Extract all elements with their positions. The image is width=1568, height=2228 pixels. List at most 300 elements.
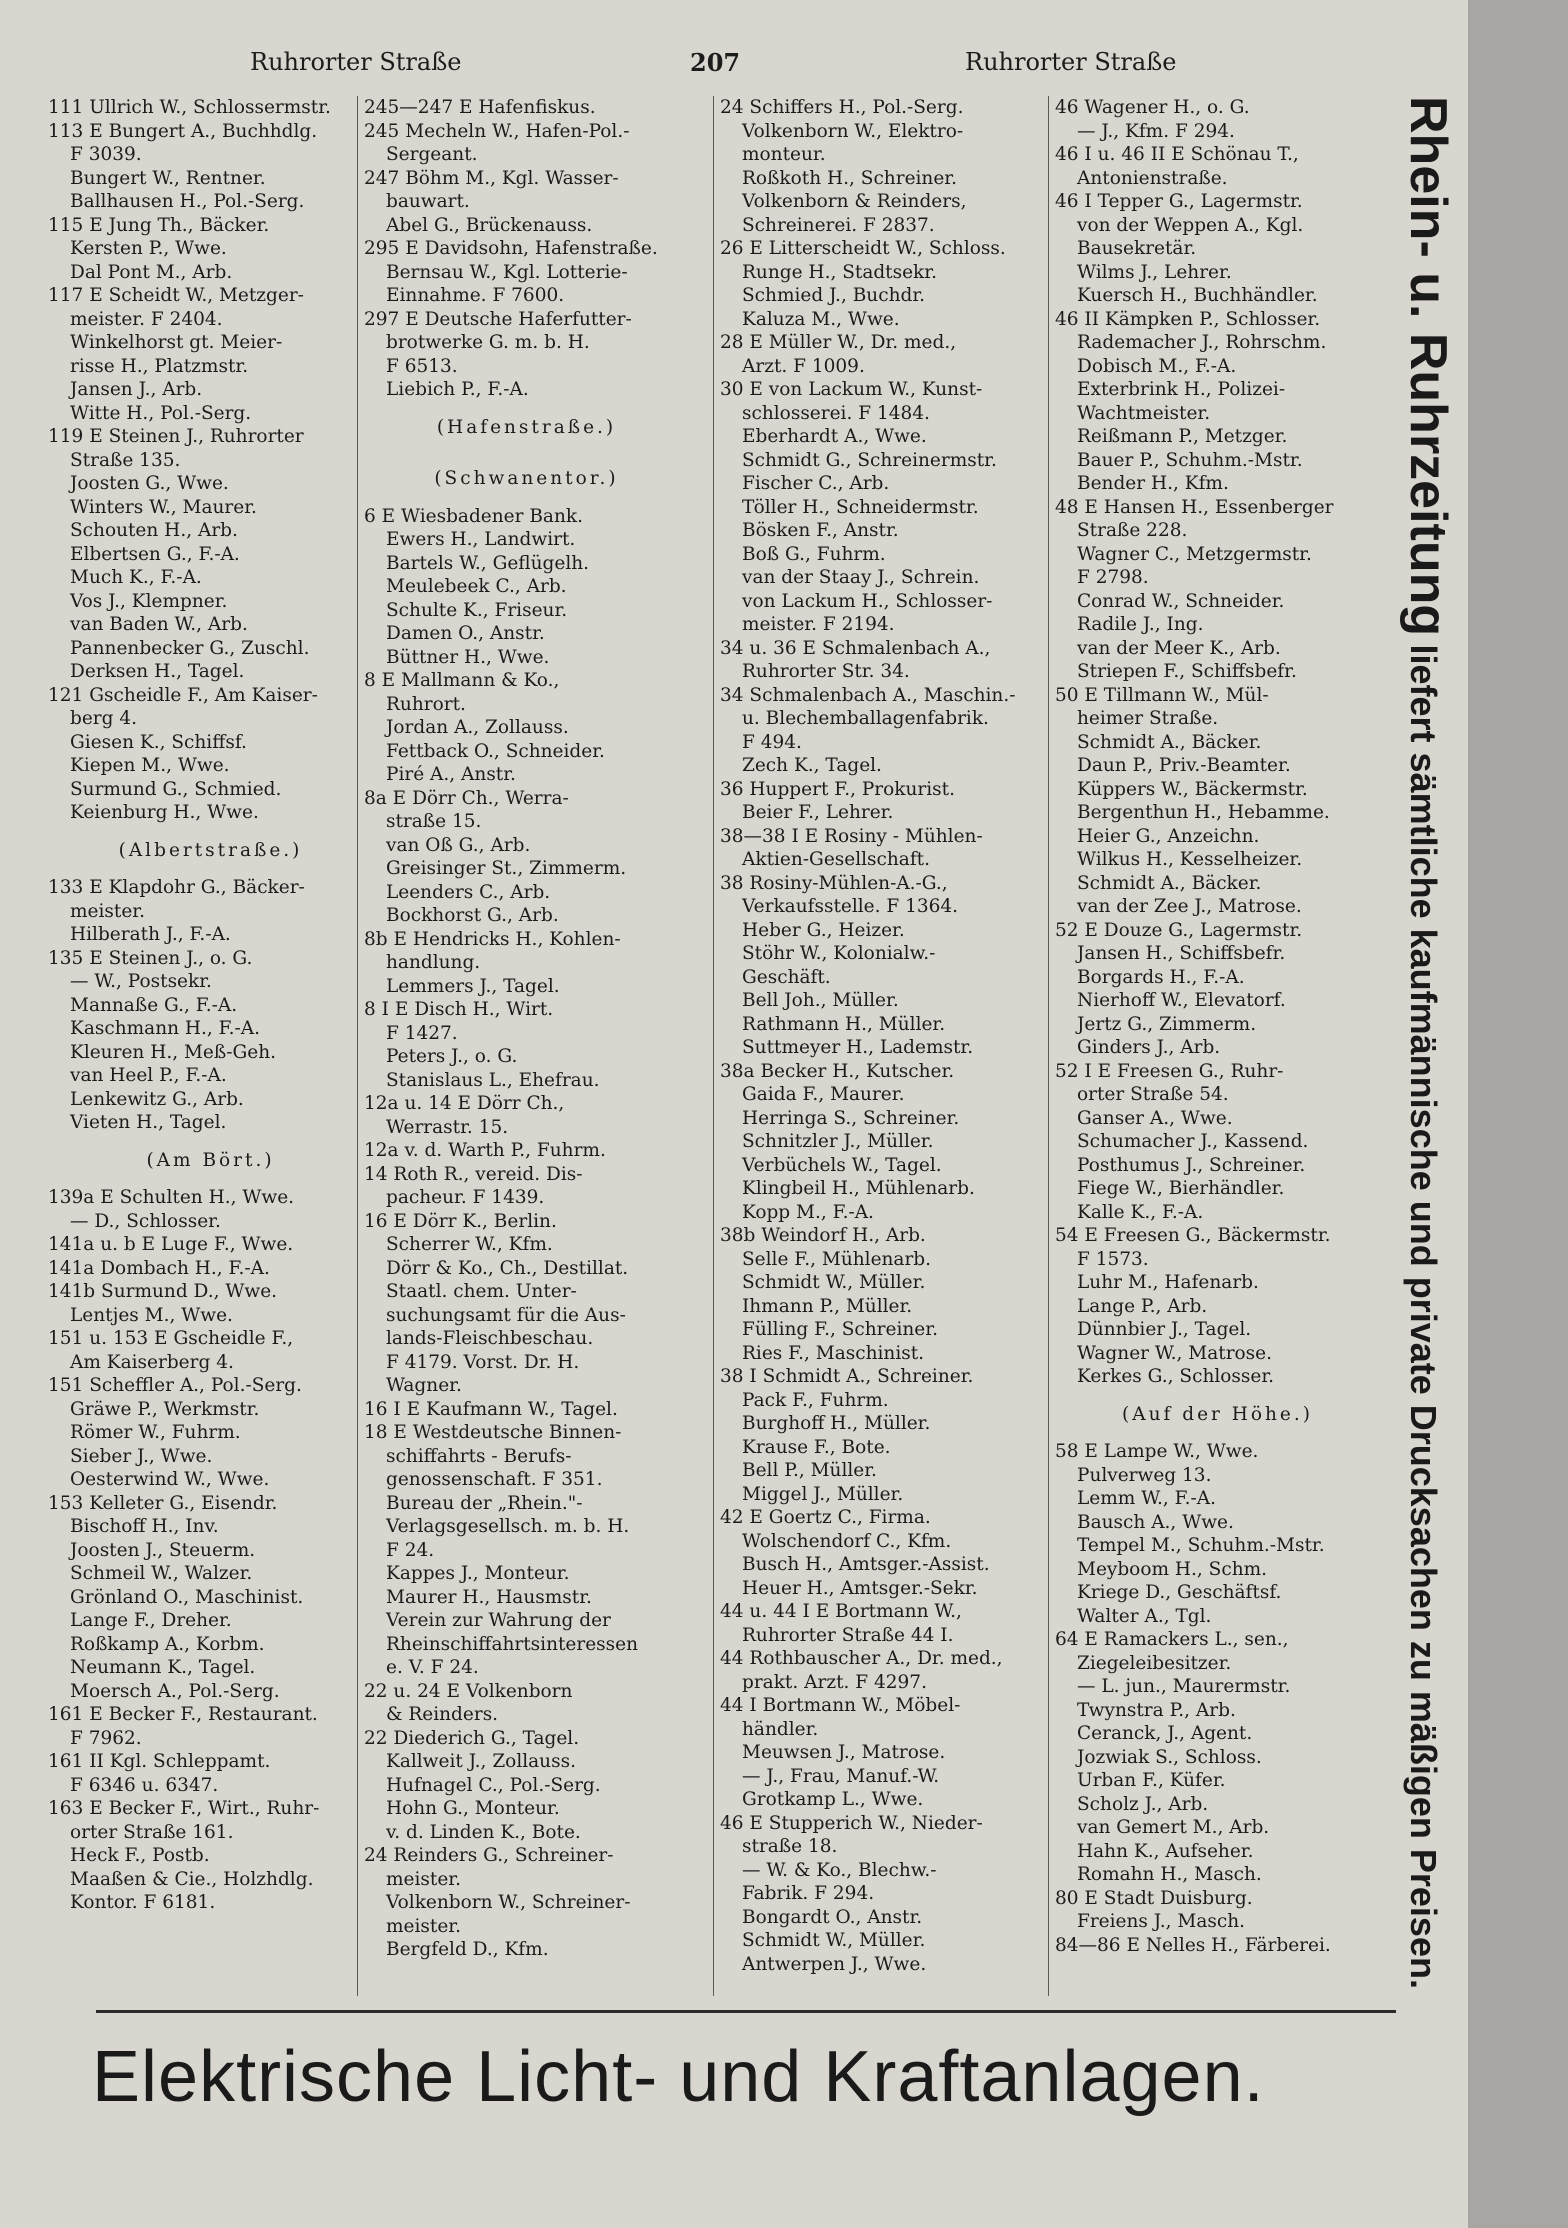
directory-entry: Winters W., Maurer. bbox=[70, 496, 257, 518]
directory-entry: Pack F., Fuhrm. bbox=[742, 1389, 889, 1411]
directory-entry: Rathmann H., Müller. bbox=[742, 1013, 946, 1035]
directory-entry: meister. F 2404. bbox=[70, 308, 223, 330]
directory-entry: Meuwsen J., Matrose. bbox=[742, 1742, 946, 1763]
directory-entry: Herringa S., Schreiner. bbox=[742, 1107, 960, 1129]
directory-entry: Lemm W., F.-A. bbox=[1077, 1488, 1216, 1509]
directory-entry: 46 I u. 46 II E Schönau T., bbox=[1055, 144, 1299, 165]
directory-entry: 44 Rothbauscher A., Dr. med., bbox=[720, 1648, 1003, 1669]
directory-entry: Ruhrort. bbox=[386, 693, 466, 715]
directory-entry: Derksen H., Tagel. bbox=[70, 661, 245, 682]
street-heading: (Schwanentor.) bbox=[434, 468, 619, 489]
directory-entry: Ginders J., Arb. bbox=[1077, 1037, 1221, 1058]
directory-entry: Radile J., Ing. bbox=[1077, 614, 1204, 635]
directory-entry: 44 u. 44 I E Bortmann W., bbox=[720, 1601, 962, 1622]
directory-entry: Ruhrorter Straße 44 I. bbox=[742, 1624, 954, 1646]
directory-entry: Bureau der „Rhein."- bbox=[386, 1492, 583, 1514]
directory-entry: prakt. Arzt. F 4297. bbox=[742, 1671, 927, 1693]
directory-entry: F 7962. bbox=[70, 1727, 142, 1749]
directory-entry: Bongardt O., Anstr. bbox=[742, 1906, 923, 1928]
directory-entry: 18 E Westdeutsche Binnen- bbox=[364, 1422, 622, 1443]
directory-entry: Fabrik. F 294. bbox=[742, 1883, 875, 1904]
directory-entry: Luhr M., Hafenarb. bbox=[1077, 1272, 1259, 1293]
directory-entry: u. Blechemballagenfabrik. bbox=[742, 708, 989, 729]
directory-entry: 46 I Tepper G., Lagermstr. bbox=[1055, 191, 1303, 212]
directory-entry: suchungsamt für die Aus- bbox=[386, 1304, 626, 1326]
directory-entry: Schmidt A., Bäcker. bbox=[1077, 872, 1262, 894]
directory-entry: Hufnagel C., Pol.-Serg. bbox=[386, 1774, 601, 1796]
directory-entry: Abel G., Brückenauss. bbox=[386, 214, 593, 236]
directory-entry: risse H., Platzmstr. bbox=[70, 355, 249, 377]
directory-entry: schiffahrts - Berufs- bbox=[386, 1445, 572, 1467]
directory-entry: 46 E Stupperich W., Nieder- bbox=[720, 1812, 983, 1834]
directory-entry: 46 Wagener H., o. G. bbox=[1055, 97, 1250, 118]
directory-entry: Ewers H., Landwirt. bbox=[386, 529, 576, 550]
directory-entry: Sergeant. bbox=[386, 144, 478, 165]
directory-entry: Kaschmann H., F.-A. bbox=[70, 1018, 261, 1039]
directory-column-2 bbox=[364, 96, 689, 1962]
directory-entry: orter Straße 161. bbox=[70, 1821, 234, 1843]
directory-entry: 16 E Dörr K., Berlin. bbox=[364, 1210, 557, 1232]
directory-entry: Reißmann P., Metzger. bbox=[1077, 426, 1288, 447]
bottom-advertisement: Elektrische Licht- und Kraftanlagen. bbox=[92, 2037, 1265, 2117]
directory-entry: Jordan A., Zollauss. bbox=[386, 717, 569, 738]
directory-entry: 161 E Becker F., Restaurant. bbox=[48, 1704, 318, 1725]
directory-entry: F 494. bbox=[742, 731, 802, 753]
directory-entry: 6 E Wiesbadener Bank. bbox=[364, 505, 583, 527]
directory-entry: 8b E Hendricks H., Kohlen- bbox=[364, 928, 621, 950]
directory-entry: Verkaufsstelle. F 1364. bbox=[742, 896, 959, 917]
directory-entry: Jozwiak S., Schloss. bbox=[1077, 1746, 1262, 1768]
directory-entry: Ballhausen H., Pol.-Serg. bbox=[70, 191, 305, 212]
directory-entry: & Reinders. bbox=[386, 1704, 499, 1725]
directory-entry: Schmidt W., Müller. bbox=[742, 1272, 926, 1293]
directory-entry: orter Straße 54. bbox=[1077, 1084, 1229, 1105]
directory-entry: Maurer H., Hausmstr. bbox=[386, 1586, 592, 1608]
directory-entry: F 1573. bbox=[1077, 1248, 1149, 1270]
directory-entry: van Baden W., Arb. bbox=[70, 614, 248, 635]
directory-entry: 14 Roth R., vereid. Dis- bbox=[364, 1163, 583, 1185]
directory-entry: Romahn H., Masch. bbox=[1077, 1864, 1262, 1885]
directory-entry: van der Zee J., Matrose. bbox=[1077, 896, 1302, 917]
directory-entry: 16 I E Kaufmann W., Tagel. bbox=[364, 1398, 618, 1420]
directory-entry: monteur. bbox=[742, 144, 826, 165]
directory-entry: F 6346 u. 6347. bbox=[70, 1774, 219, 1796]
street-heading: (Am Bört.) bbox=[146, 1149, 275, 1171]
directory-entry: Vos J., Klempner. bbox=[70, 590, 228, 612]
directory-entry: 54 E Freesen G., Bäckermstr. bbox=[1055, 1225, 1331, 1246]
directory-entry: F 24. bbox=[386, 1539, 435, 1561]
directory-entry: Suttmeyer H., Lademstr. bbox=[742, 1037, 974, 1058]
directory-entry: 245—247 E Hafenfiskus. bbox=[364, 97, 596, 118]
directory-entry: 141a u. b E Luge F., Wwe. bbox=[48, 1234, 294, 1255]
directory-entry: Antwerpen J., Wwe. bbox=[742, 1953, 927, 1975]
directory-entry: 135 E Steinen J., o. G. bbox=[48, 947, 253, 969]
directory-entry: Lemmers J., Tagel. bbox=[386, 975, 560, 997]
directory-entry: Striepen F., Schiffsbefr. bbox=[1077, 661, 1297, 682]
directory-entry: Leenders C., Arb. bbox=[386, 881, 551, 903]
directory-entry: Kerkes G., Schlosser. bbox=[1077, 1366, 1275, 1387]
directory-entry: Arzt. F 1009. bbox=[742, 355, 865, 377]
directory-entry: Fettback O., Schneider. bbox=[386, 740, 605, 762]
directory-entry: Töller H., Schneidermstr. bbox=[742, 496, 979, 518]
directory-entry: Kallweit J., Zollauss. bbox=[386, 1751, 576, 1772]
directory-entry: Miggel J., Müller. bbox=[742, 1483, 904, 1505]
directory-entry: 28 E Müller W., Dr. med., bbox=[720, 332, 957, 353]
directory-entry: 163 E Becker F., Wirt., Ruhr- bbox=[48, 1798, 320, 1819]
directory-entry: Damen O., Anstr. bbox=[386, 623, 545, 644]
directory-entry: Vieten H., Tagel. bbox=[70, 1112, 227, 1133]
directory-entry: Aktien-Gesellschaft. bbox=[742, 849, 930, 870]
directory-entry: Kalle K., F.-A. bbox=[1077, 1201, 1204, 1223]
directory-entry: 38a Becker H., Kutscher. bbox=[720, 1060, 955, 1082]
directory-entry: schlosserei. F 1484. bbox=[742, 402, 930, 424]
directory-entry: 50 E Tillmann W., Mül- bbox=[1055, 684, 1269, 706]
directory-entry: Busch H., Amtsger.-Assist. bbox=[742, 1554, 990, 1575]
directory-entry: Surmund G., Schmied. bbox=[70, 778, 282, 800]
directory-entry: 48 E Hansen H., Essenberger bbox=[1055, 496, 1334, 518]
directory-entry: Rheinschiffahrtsinteressen bbox=[386, 1633, 639, 1655]
bottom-rule bbox=[96, 2010, 1396, 2013]
directory-entry: 153 Kelleter G., Eisendr. bbox=[48, 1492, 278, 1514]
directory-entry: Grönland O., Maschinist. bbox=[70, 1586, 304, 1608]
directory-entry: Klingbeil H., Mühlenarb. bbox=[742, 1178, 975, 1199]
directory-entry: straße 18. bbox=[742, 1836, 838, 1857]
directory-entry: Volkenborn W., Elektro- bbox=[742, 120, 964, 142]
directory-entry: Kopp M., F.-A. bbox=[742, 1201, 874, 1223]
directory-entry: van Gemert M., Arb. bbox=[1077, 1817, 1270, 1838]
directory-entry: 36 Huppert F., Prokurist. bbox=[720, 778, 955, 800]
directory-entry: Roßkamp A., Korbm. bbox=[70, 1633, 265, 1655]
directory-entry: 26 E Litterscheidt W., Schloss. bbox=[720, 238, 1006, 259]
directory-entry: Schnitzler J., Müller. bbox=[742, 1131, 934, 1152]
directory-entry: bauwart. bbox=[386, 191, 470, 212]
directory-entry: Verbüchels W., Tagel. bbox=[742, 1154, 942, 1176]
directory-entry: 38 Rosiny-Mühlen-A.-G., bbox=[720, 872, 948, 894]
directory-entry: Bischoff H., Inv. bbox=[70, 1516, 219, 1537]
directory-entry: 38b Weindorf H., Arb. bbox=[720, 1225, 926, 1246]
directory-entry: 42 E Goertz C., Firma. bbox=[720, 1507, 931, 1528]
directory-entry: Runge H., Stadtsekr. bbox=[742, 261, 937, 283]
directory-entry: Jansen H., Schiffsbefr. bbox=[1077, 943, 1286, 964]
directory-entry: Lentjes M., Wwe. bbox=[70, 1304, 233, 1326]
directory-entry: Hohn G., Monteur. bbox=[386, 1798, 560, 1819]
directory-entry: meister. F 2194. bbox=[742, 614, 895, 635]
directory-entry: genossenschaft. F 351. bbox=[386, 1469, 603, 1490]
directory-entry: von der Weppen A., Kgl. bbox=[1077, 214, 1304, 236]
directory-entry: Ruhrorter Str. 34. bbox=[742, 661, 910, 682]
directory-entry: Fischer C., Arb. bbox=[742, 473, 890, 494]
directory-entry: Lange F., Dreher. bbox=[70, 1610, 232, 1631]
directory-entry: meister. bbox=[386, 1868, 461, 1890]
directory-entry: Bockhorst G., Arb. bbox=[386, 905, 559, 926]
directory-entry: Daun P., Priv.-Beamter. bbox=[1077, 755, 1291, 776]
directory-entry: Boß G., Fuhrm. bbox=[742, 543, 886, 565]
directory-entry: — L. jun., Maurermstr. bbox=[1077, 1676, 1291, 1697]
directory-entry: 297 E Deutsche Haferfutter- bbox=[364, 308, 632, 330]
directory-entry: händler. bbox=[742, 1718, 819, 1740]
directory-entry: e. V. F 24. bbox=[386, 1657, 479, 1678]
directory-entry: Eberhardt A., Wwe. bbox=[742, 426, 927, 447]
directory-entry: Lenkewitz G., Arb. bbox=[70, 1088, 244, 1110]
directory-entry: Greisinger St., Zimmerm. bbox=[386, 858, 627, 879]
directory-entry: Schmidt A., Bäcker. bbox=[1077, 731, 1262, 753]
directory-entry: Mannaße G., F.-A. bbox=[70, 994, 238, 1016]
directory-entry: Kleuren H., Meß-Geh. bbox=[70, 1041, 276, 1063]
directory-entry: 151 Scheffler A., Pol.-Serg. bbox=[48, 1375, 302, 1396]
directory-entry: Bell Joh., Müller. bbox=[742, 990, 899, 1011]
page-header bbox=[90, 48, 1390, 88]
directory-entry: 8 I E Disch H., Wirt. bbox=[364, 999, 554, 1020]
directory-entry: Winkelhorst gt. Meier- bbox=[70, 332, 283, 353]
page-number: 207 bbox=[690, 48, 741, 77]
directory-entry: handlung. bbox=[386, 952, 481, 973]
directory-entry: Wachtmeister. bbox=[1077, 402, 1211, 424]
directory-entry: Zech K., Tagel. bbox=[742, 755, 882, 776]
street-heading: (Hafenstraße.) bbox=[436, 416, 617, 438]
directory-entry: Twynstra P., Arb. bbox=[1077, 1699, 1236, 1721]
directory-entry: Pannenbecker G., Zuschl. bbox=[70, 637, 310, 659]
directory-entry: Hahn K., Aufseher. bbox=[1077, 1840, 1254, 1862]
directory-entry: — J., Kfm. F 294. bbox=[1077, 120, 1235, 142]
directory-entry: 80 E Stadt Duisburg. bbox=[1055, 1887, 1253, 1909]
directory-entry: Straße 228. bbox=[1077, 520, 1188, 541]
directory-entry: Jansen J., Arb. bbox=[70, 379, 203, 400]
directory-entry: Jertz G., Zimmerm. bbox=[1077, 1013, 1257, 1035]
directory-entry: Schmeil W., Walzer. bbox=[70, 1563, 253, 1584]
directory-entry: Keienburg H., Wwe. bbox=[70, 802, 259, 823]
side-ad-slogan: liefert sämtliche kaufmännische und private Drucksachen zu mäßigen Preisen. bbox=[1403, 644, 1444, 1989]
directory-entry: Much K., F.-A. bbox=[70, 567, 202, 588]
directory-entry: Heber G., Heizer. bbox=[742, 919, 905, 941]
directory-entry: Bauer P., Schuhm.-Mstr. bbox=[1077, 449, 1303, 471]
directory-entry: v. d. Linden K., Bote. bbox=[386, 1821, 581, 1843]
directory-entry: F 2798. bbox=[1077, 567, 1149, 588]
directory-entry: 245 Mecheln W., Hafen-Pol.- bbox=[364, 120, 630, 142]
directory-entry: 113 E Bungert A., Buchhdlg. bbox=[48, 120, 318, 142]
directory-entry: Schmidt W., Müller. bbox=[742, 1930, 926, 1951]
directory-entry: 64 E Ramackers L., sen., bbox=[1055, 1629, 1289, 1650]
directory-entry: Wilms J., Lehrer. bbox=[1077, 261, 1232, 283]
directory-entry: Burghoff H., Müller. bbox=[742, 1413, 931, 1434]
directory-entry: Krause F., Bote. bbox=[742, 1436, 891, 1458]
directory-entry: Kuersch H., Buchhändler. bbox=[1077, 285, 1318, 306]
directory-entry: F 4179. Vorst. Dr. H. bbox=[386, 1351, 580, 1373]
directory-entry: — J., Frau, Manuf.-W. bbox=[742, 1765, 940, 1787]
directory-entry: Walter A., Tgl. bbox=[1077, 1605, 1212, 1627]
directory-entry: Antonienstraße. bbox=[1077, 167, 1228, 189]
directory-entry: meister. bbox=[70, 900, 145, 922]
directory-entry: 111 Ullrich W., Schlossermstr. bbox=[48, 97, 331, 118]
directory-entry: Lange P., Arb. bbox=[1077, 1295, 1208, 1317]
directory-entry: 151 u. 153 E Gscheidle F., bbox=[48, 1328, 294, 1349]
directory-entry: 133 E Klapdohr G., Bäcker- bbox=[48, 877, 305, 898]
directory-entry: Fülling F., Schreiner. bbox=[742, 1319, 938, 1340]
directory-entry: Moersch A., Pol.-Serg. bbox=[70, 1680, 280, 1702]
directory-entry: Schouten H., Arb. bbox=[70, 520, 238, 541]
directory-entry: Urban F., Küfer. bbox=[1077, 1770, 1226, 1791]
directory-entry: Scherrer W., Kfm. bbox=[386, 1234, 553, 1255]
directory-entry: Bausch A., Wwe. bbox=[1077, 1511, 1234, 1533]
directory-entry: Dal Pont M., Arb. bbox=[70, 261, 233, 283]
directory-entry: Kappes J., Monteur. bbox=[386, 1563, 570, 1584]
directory-entry: Volkenborn & Reinders, bbox=[742, 191, 967, 212]
directory-entry: Wolschendorf C., Kfm. bbox=[742, 1530, 952, 1552]
directory-entry: Schumacher J., Kassend. bbox=[1077, 1131, 1309, 1152]
street-heading: (Auf der Höhe.) bbox=[1122, 1403, 1313, 1425]
directory-entry: 117 E Scheidt W., Metzger- bbox=[48, 285, 304, 306]
directory-entry: 38—38 I E Rosiny - Mühlen- bbox=[720, 825, 983, 847]
directory-entry: 161 II Kgl. Schleppamt. bbox=[48, 1751, 271, 1772]
side-advertisement bbox=[1398, 96, 1458, 2126]
directory-entry: 295 E Davidsohn, Hafenstraße. bbox=[364, 238, 658, 259]
directory-entry: Ries F., Maschinist. bbox=[742, 1342, 925, 1364]
directory-entry: Meulebeek C., Arb. bbox=[386, 576, 567, 597]
directory-entry: 247 Böhm M., Kgl. Wasser- bbox=[364, 167, 619, 189]
directory-entry: Stanislaus L., Ehefrau. bbox=[386, 1069, 600, 1091]
directory-entry: van der Meer K., Arb. bbox=[1077, 637, 1281, 659]
directory-entry: 8a E Dörr Ch., Werra- bbox=[364, 787, 569, 809]
directory-entry: Borgards H., F.-A. bbox=[1077, 966, 1245, 988]
directory-entry: Maaßen & Cie., Holzhdlg. bbox=[70, 1868, 314, 1890]
directory-entry: Ihmann P., Müller. bbox=[742, 1295, 913, 1317]
directory-entry: Piré A., Anstr. bbox=[386, 764, 516, 785]
directory-entry: Sieber J., Wwe. bbox=[70, 1445, 213, 1467]
directory-entry: 139a E Schulten H., Wwe. bbox=[48, 1187, 295, 1208]
directory-entry: 84—86 E Nelles H., Färberei. bbox=[1055, 1934, 1331, 1956]
directory-entry: brotwerke G. m. b. H. bbox=[386, 332, 590, 353]
directory-entry: Bartels W., Geflügelh. bbox=[386, 552, 590, 574]
directory-entry: 12a v. d. Warth P., Fuhrm. bbox=[364, 1140, 606, 1161]
directory-entry: Kiepen M., Wwe. bbox=[70, 755, 230, 776]
directory-entry: Kontor. F 6181. bbox=[70, 1892, 216, 1913]
directory-entry: Wagner W., Matrose. bbox=[1077, 1342, 1272, 1364]
directory-entry: Selle F., Mühlenarb. bbox=[742, 1248, 932, 1270]
directory-entry: Grotkamp L., Wwe. bbox=[742, 1789, 924, 1810]
directory-entry: Peters J., o. G. bbox=[386, 1046, 518, 1067]
directory-entry: Meyboom H., Schm. bbox=[1077, 1558, 1268, 1580]
directory-entry: Kaluza M., Wwe. bbox=[742, 308, 900, 330]
directory-entry: 52 I E Freesen G., Ruhr- bbox=[1055, 1060, 1284, 1082]
directory-entry: F 1427. bbox=[386, 1022, 458, 1044]
directory-entry: Geschäft. bbox=[742, 966, 831, 988]
directory-entry: Nierhoff W., Elevatorf. bbox=[1077, 990, 1286, 1011]
directory-entry: — W., Postsekr. bbox=[70, 971, 212, 992]
directory-entry: Stöhr W., Kolonialw.- bbox=[742, 943, 936, 964]
directory-entry: 12a u. 14 E Dörr Ch., bbox=[364, 1093, 565, 1114]
directory-entry: 22 u. 24 E Volkenborn bbox=[364, 1680, 573, 1702]
directory-entry: Beier F., Lehrer. bbox=[742, 802, 894, 823]
directory-entry: Römer W., Fuhrm. bbox=[70, 1422, 241, 1443]
directory-entry: van Heel P., F.-A. bbox=[70, 1065, 227, 1086]
directory-entry: 121 Gscheidle F., Am Kaiser- bbox=[48, 684, 318, 706]
directory-entry: Roßkoth H., Schreiner. bbox=[742, 167, 957, 189]
directory-entry: von Lackum H., Schlosser- bbox=[742, 590, 993, 612]
directory-entry: Exterbrink H., Polizei- bbox=[1077, 379, 1286, 400]
directory-entry: Bausekretär. bbox=[1077, 238, 1197, 259]
directory-entry: Rademacher J., Rohrschm. bbox=[1077, 332, 1327, 353]
directory-entry: Pulverweg 13. bbox=[1077, 1464, 1212, 1486]
directory-entry: Gräwe P., Werkmstr. bbox=[70, 1398, 260, 1420]
directory-entry: Staatl. chem. Unter- bbox=[386, 1281, 577, 1302]
directory-entry: Einnahme. F 7600. bbox=[386, 285, 565, 306]
directory-entry: Schulte K., Friseur. bbox=[386, 599, 568, 621]
directory-column-1 bbox=[48, 96, 373, 1915]
directory-entry: van Oß G., Arb. bbox=[386, 834, 531, 856]
directory-entry: F 6513. bbox=[386, 355, 458, 377]
directory-entry: Liebich P., F.-A. bbox=[386, 379, 529, 400]
directory-entry: 46 II Kämpken P., Schlosser. bbox=[1055, 308, 1321, 330]
directory-entry: 141b Surmund D., Wwe. bbox=[48, 1281, 278, 1302]
directory-entry: meister. bbox=[386, 1915, 461, 1937]
header-street-right: Ruhrorter Straße bbox=[965, 48, 1177, 76]
directory-entry: Bernsau W., Kgl. Lotterie- bbox=[386, 261, 628, 283]
directory-entry: Schmidt G., Schreinermstr. bbox=[742, 449, 997, 471]
directory-entry: 8 E Mallmann & Ko., bbox=[364, 670, 560, 691]
column-divider bbox=[1048, 96, 1049, 1996]
directory-entry: Am Kaiserberg 4. bbox=[70, 1351, 234, 1373]
directory-entry: Bösken F., Anstr. bbox=[742, 520, 899, 541]
directory-entry: lands-Fleischbeschau. bbox=[386, 1328, 594, 1349]
directory-entry: Bell P., Müller. bbox=[742, 1460, 877, 1481]
directory-entry: Conrad W., Schneider. bbox=[1077, 590, 1285, 612]
directory-entry: Schmied J., Buchdr. bbox=[742, 285, 926, 306]
directory-entry: 34 Schmalenbach A., Maschin.- bbox=[720, 684, 1016, 706]
directory-entry: Scholz J., Arb. bbox=[1077, 1793, 1209, 1815]
directory-entry: Büttner H., Wwe. bbox=[386, 646, 550, 668]
directory-entry: Hilberath J., F.-A. bbox=[70, 924, 231, 945]
directory-entry: Oesterwind W., Wwe. bbox=[70, 1469, 270, 1490]
directory-entry: Verlagsgesellsch. m. b. H. bbox=[386, 1516, 630, 1537]
directory-entry: Joosten G., Wwe. bbox=[70, 473, 229, 494]
directory-entry: 24 Schiffers H., Pol.-Serg. bbox=[720, 97, 964, 118]
directory-entry: Fiege W., Bierhändler. bbox=[1077, 1178, 1285, 1199]
column-divider bbox=[713, 96, 714, 1996]
directory-entry: Schreinerei. F 2837. bbox=[742, 214, 935, 236]
directory-entry: 24 Reinders G., Schreiner- bbox=[364, 1845, 614, 1866]
directory-entry: pacheur. F 1439. bbox=[386, 1187, 545, 1208]
directory-entry: Wilkus H., Kesselheizer. bbox=[1077, 849, 1303, 870]
side-ad-newspaper-name: Rhein- u. Ruhrzeitung bbox=[1399, 96, 1457, 637]
directory-entry: F 3039. bbox=[70, 144, 142, 165]
directory-entry: Wagner C., Metzgermstr. bbox=[1077, 543, 1312, 565]
directory-entry: Heuer H., Amtsger.-Sekr. bbox=[742, 1577, 978, 1599]
directory-entry: Wagner. bbox=[386, 1375, 462, 1396]
directory-entry: Bergfeld D., Kfm. bbox=[386, 1939, 549, 1960]
directory-entry: 58 E Lampe W., Wwe. bbox=[1055, 1441, 1259, 1462]
directory-entry: — W. & Ko., Blechw.- bbox=[742, 1859, 937, 1881]
directory-entry: Tempel M., Schuhm.-Mstr. bbox=[1077, 1535, 1325, 1556]
directory-column-4 bbox=[1055, 96, 1380, 1957]
directory-entry: 38 I Schmidt A., Schreiner. bbox=[720, 1366, 974, 1387]
directory-entry: Verein zur Wahrung der bbox=[386, 1610, 611, 1631]
directory-entry: Ganser A., Wwe. bbox=[1077, 1107, 1233, 1129]
header-street-left: Ruhrorter Straße bbox=[250, 48, 462, 76]
directory-entry: Bergenthun H., Hebamme. bbox=[1077, 802, 1330, 823]
directory-entry: Küppers W., Bäckermstr. bbox=[1077, 778, 1308, 800]
directory-entry: 52 E Douze G., Lagermstr. bbox=[1055, 919, 1303, 941]
directory-entry: Ziegeleibesitzer. bbox=[1077, 1652, 1232, 1674]
directory-entry: 34 u. 36 E Schmalenbach A., bbox=[720, 637, 991, 659]
directory-entry: Elbertsen G., F.-A. bbox=[70, 543, 240, 565]
page-edge-shadow bbox=[1468, 0, 1568, 2228]
directory-entry: berg 4. bbox=[70, 708, 138, 729]
directory-entry: Gaida F., Maurer. bbox=[742, 1084, 905, 1105]
directory-entry: Kriege D., Geschäftsf. bbox=[1077, 1582, 1282, 1603]
column-divider bbox=[357, 96, 358, 1996]
directory-entry: Witte H., Pol.-Serg. bbox=[70, 402, 252, 424]
directory-entry: Dobisch M., F.-A. bbox=[1077, 355, 1237, 377]
directory-column-3 bbox=[720, 96, 1045, 1976]
